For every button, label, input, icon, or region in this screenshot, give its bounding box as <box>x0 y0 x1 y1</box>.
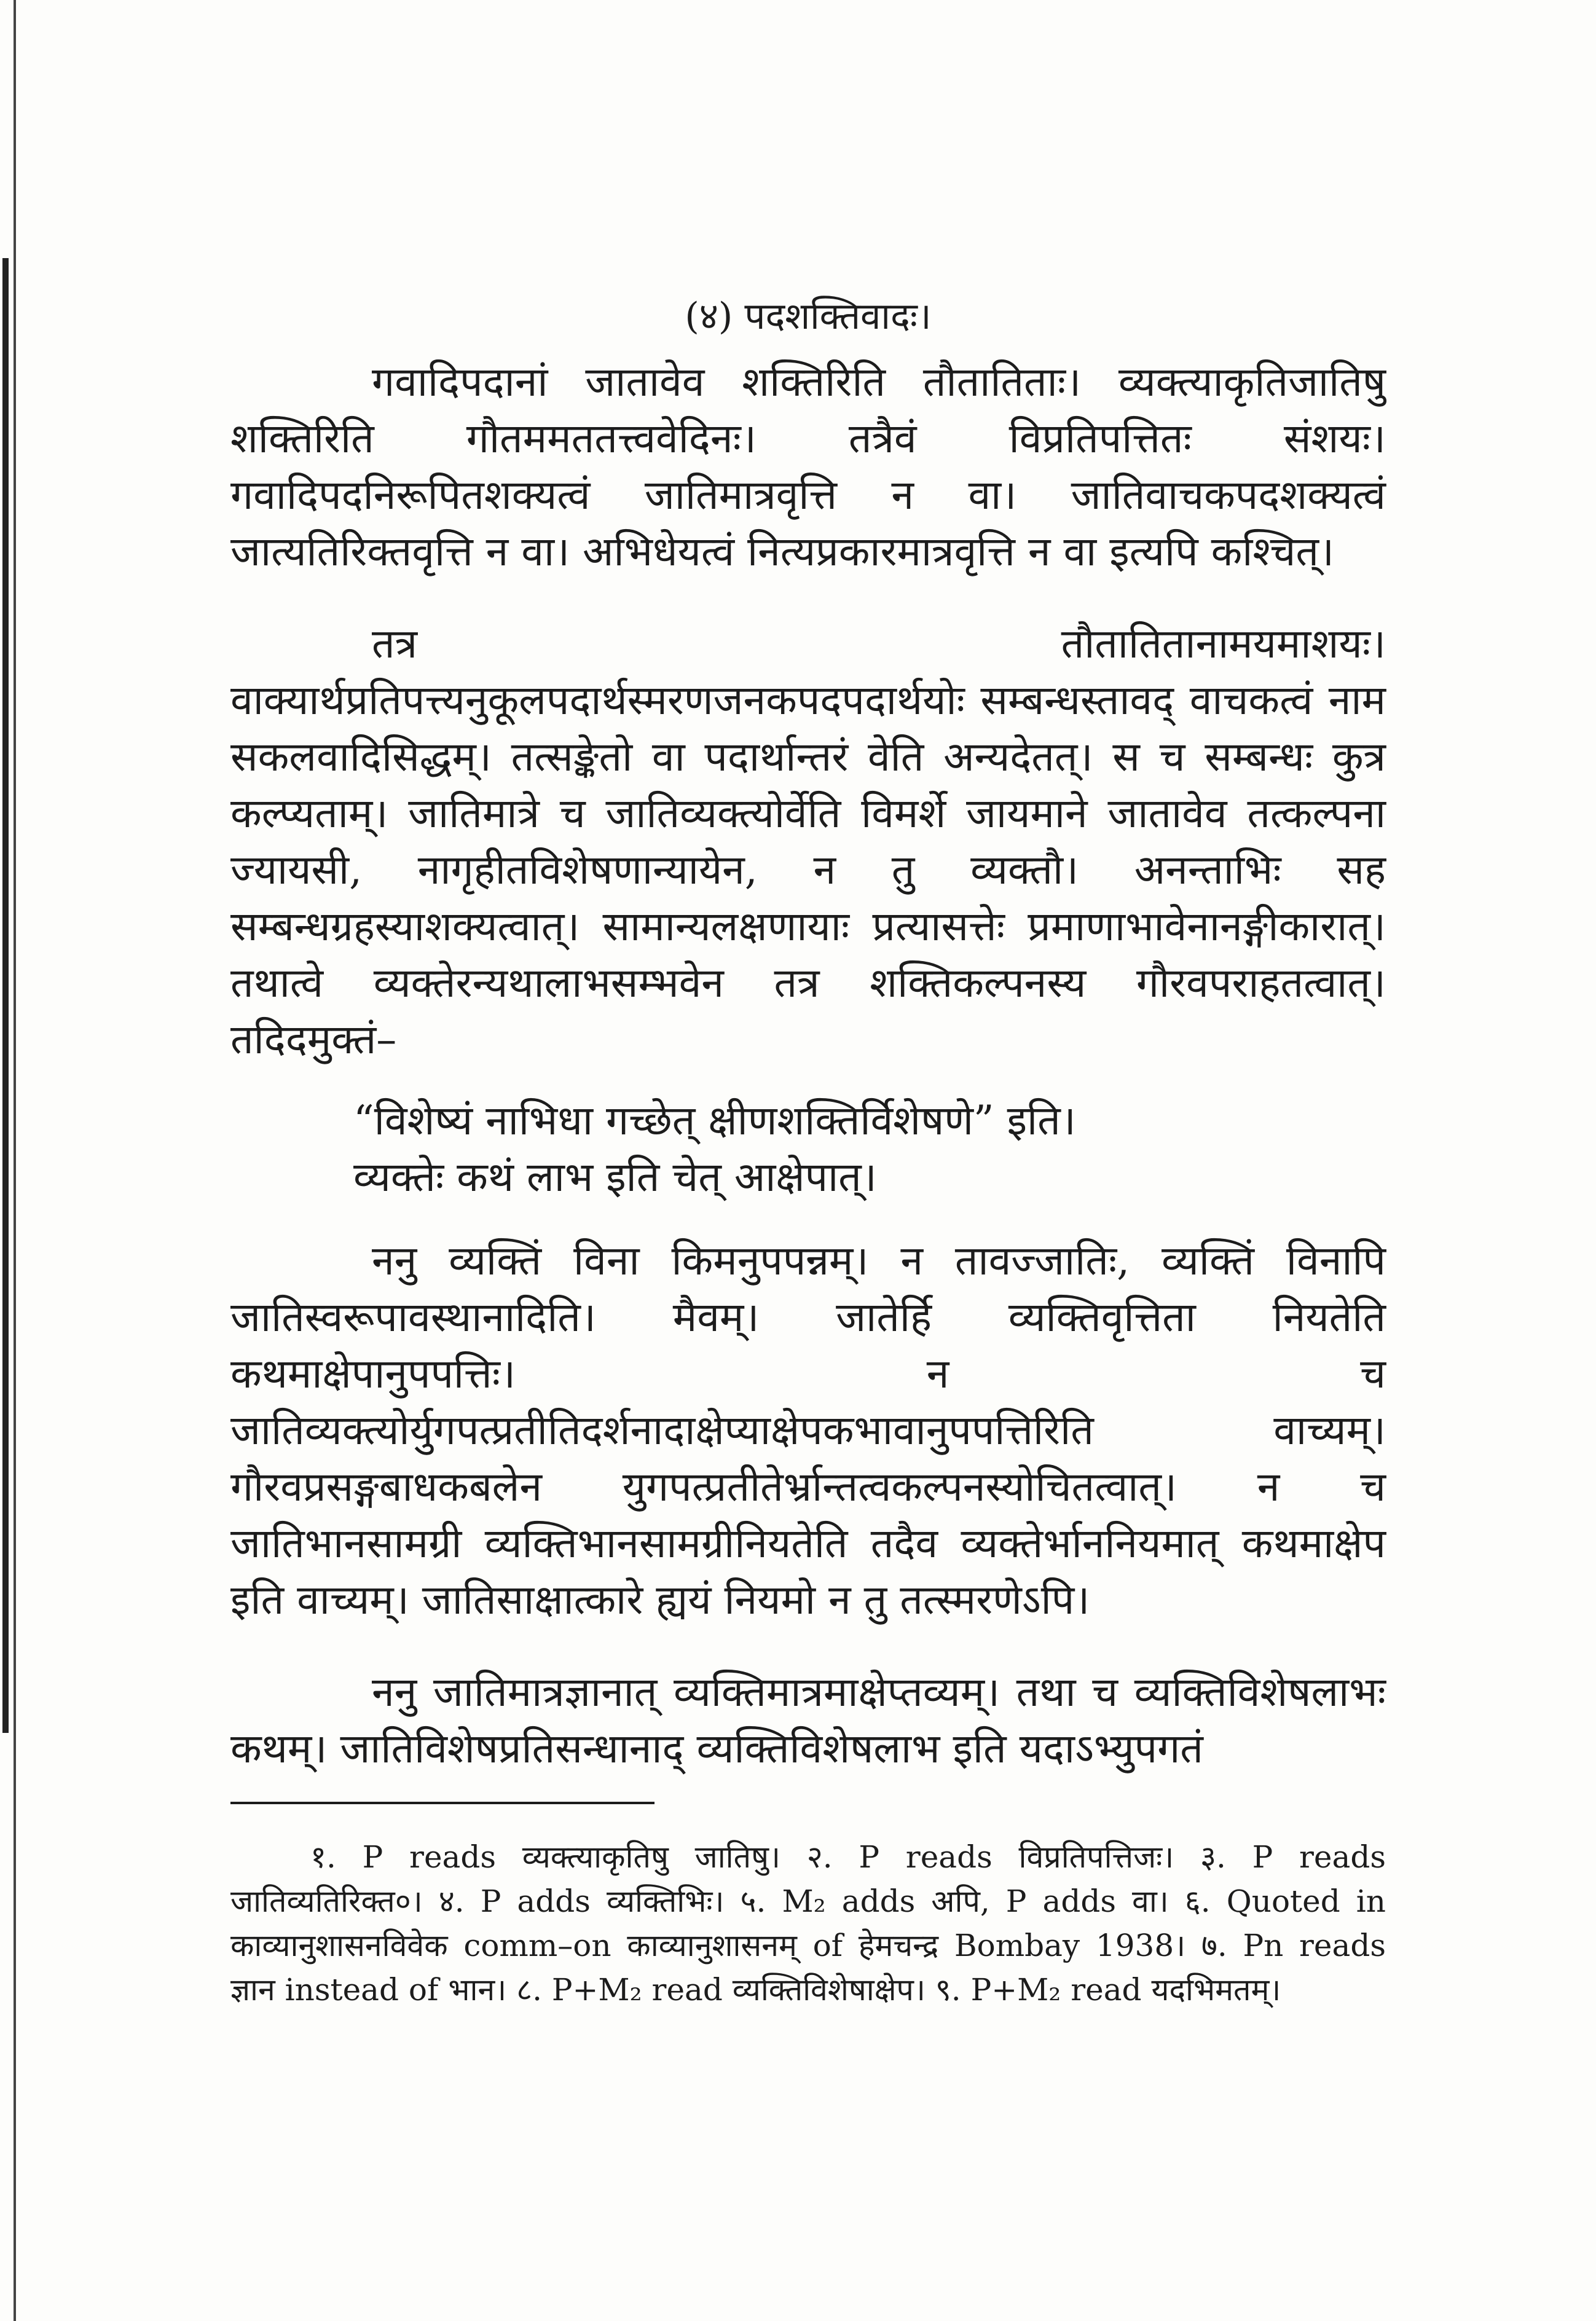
section-heading: (४) पदशक्तिवादः। <box>685 295 932 338</box>
binding-edge-line <box>14 0 16 2321</box>
paragraph-3: ननु व्यक्तिं विना किमनुपपन्नम्। न तावज्जातिः, व्यक्तिं विनापि जातिस्वरूपावस्थानादिति। मैवम्। जातेर्हि व्यक्तिवृत्तिता नियतेति कथमाक्षेपानुपपत्तिः। न च जातिव्यक्त्योर्युगपत्प्रतीतिदर्शनादाक्षेप्याक्षेपकभावानुपपत्तिरिति वाच्यम्। गौरवप्रसङ्गबाधकबलेन युगपत्प्रतीतेर्भ्रान्तत्वकल्पनस्योचितत्वात्। न च जातिभानसामग्री व्यक्तिभानसामग्रीनियतेति तदैव व्यक्तेर्भाननियमात् कथमाक्षेप इति वाच्यम्। जातिसाक्षात्कारे ह्ययं नियमो न तु तत्स्मरणेऽपि। <box>230 1237 1386 1624</box>
paragraph-2: तत्र तौतातितानामयमाशयः। वाक्यार्थप्रतिपत्त्यनुकूलपदार्थस्मरणजनकपदपदार्थयोः सम्बन्धस्तावद् वाचकत्वं नाम सकलवादिसिद्धम्। तत्सङ्केतो वा पदार्थान्तरं वेति अन्यदेतत्। स च सम्बन्धः कुत्र कल्प्यताम्। जातिमात्रे च जातिव्यक्त्योर्वेति विमर्शे जायमाने जातावेव तत्कल्पना ज्यायसी, नागृहीतविशेषणान्यायेन, न तु व्यक्तौ। अनन्ताभिः सह सम्बन्धग्रहस्याशक्यत्वात्। सामान्यलक्षणायाः प्रत्यासत्तेः प्रमाणाभावेनानङ्गीकारात्। तथात्वे व्यक्तेरन्यथालाभसम्भवेन तत्र शक्तिकल्पनस्य गौरवपराहतत्वात्। तदिदमुक्तं– <box>230 620 1386 1063</box>
page-content <box>230 289 1386 2043</box>
footnotes: १. P reads व्यक्त्याकृतिषु जातिषु। २. P reads विप्रतिपत्तिजः। ३. P reads जातिव्यतिरिक्त०। ४. P adds व्यक्तिभिः। ५. M₂ adds अपि, P adds वा। ६. Quoted in काव्यानुशासनविवेक comm–on काव्यानुशासनम् of हेमचन्द्र Bombay 1938। ७. Pn reads ज्ञान instead of भान। ८. P+M₂ read व्यक्तिविशेषाक्षेप। ९. P+M₂ read यदभिमतम्। <box>230 1839 1386 2008</box>
paragraph-4: ननु जातिमात्रज्ञानात् व्यक्तिमात्रमाक्षेप्तव्यम्। तथा च व्यक्तिविशेषलाभः कथम्। जातिविशेषप्रतिसन्धानाद् व्यक्तिविशेषलाभ इति यदाऽभ्युपगतं <box>230 1668 1386 1772</box>
verse-line-2: व्यक्तेः कथं लाभ इति चेत् आक्षेपात्। <box>353 1153 877 1201</box>
verse-line-1: “विशेष्यं नाभिधा गच्छेत् क्षीणशक्तिर्विशेषणे” इति। <box>353 1097 1076 1144</box>
binding-edge-shadow <box>2 258 9 1733</box>
footnote-divider <box>230 1802 655 1804</box>
quoted-verse <box>230 1093 1386 1206</box>
paragraph-1: गवादिपदानां जातावेव शक्तिरिति तौतातिताः। व्यक्त्याकृतिजातिषु शक्तिरिति गौतममततत्त्ववेदिनः। तत्रैवं विप्रतिपत्तितः संशयः। गवादिपदनिरूपितशक्यत्वं जातिमात्रवृत्ति न वा। जातिवाचकपदशक्यत्वं जात्यतिरिक्तवृत्ति न वा। अभिधेयत्वं नित्यप्रकारमात्रवृत्ति न वा इत्यपि कश्चित्। <box>230 358 1386 575</box>
